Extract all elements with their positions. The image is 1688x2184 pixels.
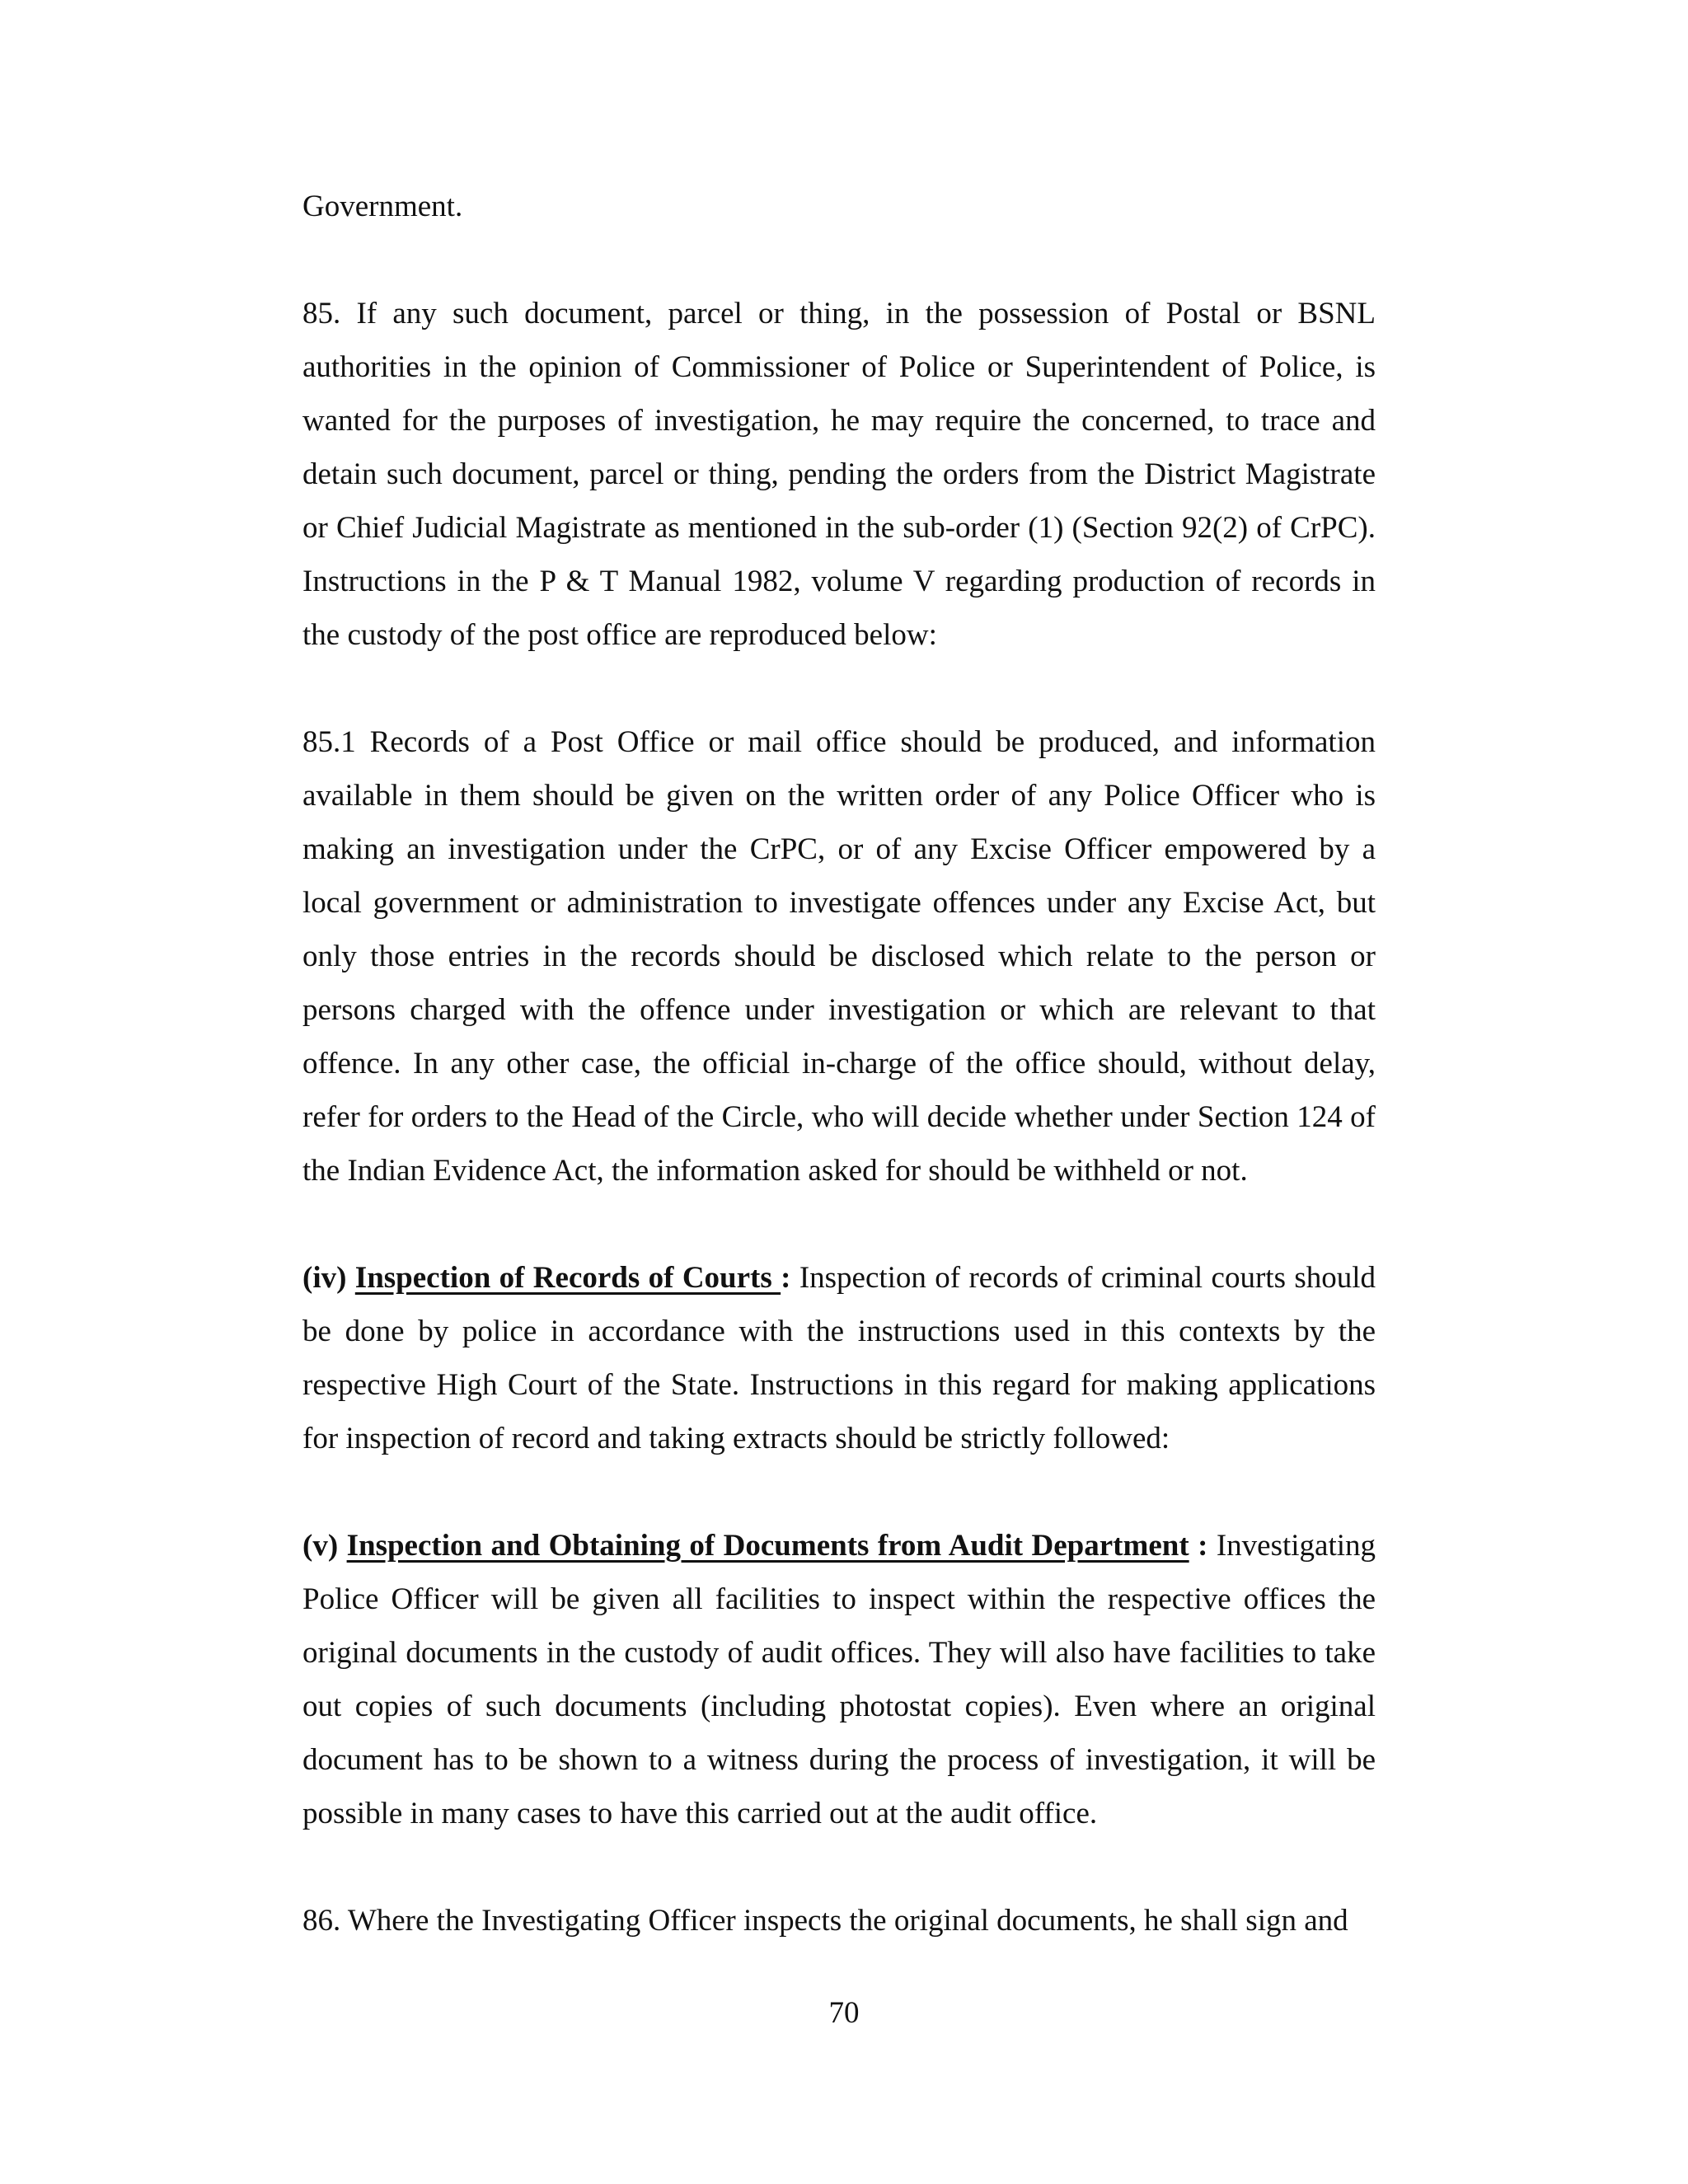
section-iv-paragraph	[302, 1251, 1376, 1465]
section-iv-colon: :	[781, 1261, 791, 1295]
section-iv-text: Inspection of records of criminal courts should be done by police in accordance with the instructions used in this contexts by the respective High Court of the State. Instructions in this regard for making applications for inspection of record and taking extracts should be strictly followed:	[302, 1261, 1376, 1455]
paragraph-85-1: 85.1 Records of a Post Office or mail office should be produced, and information available in them should be given on the written order of any Police Officer who is making an investigation under the CrPC, or of any Excise Officer empowered by a local government or administration to investigate offences under any Excise Act, but only those entries in the records should be disclosed which relate to the person or persons charged with the offence under investigation or which are relevant to that offence. In any other case, the official in-charge of the office should, without delay, refer for orders to the Head of the Circle, who will decide whether under Section 124 of the Indian Evidence Act, the information asked for should be withheld or not.	[302, 725, 1376, 1188]
continuation-text: Government.	[302, 190, 463, 223]
paragraph-86: 86. Where the Investigating Officer inspects the original documents, he shall sign and	[302, 1904, 1348, 1938]
page-number: 70	[828, 1996, 860, 2030]
section-v-number: (v)	[302, 1529, 339, 1563]
section-v-paragraph	[302, 1519, 1376, 1840]
section-v-heading: Inspection and Obtaining of Documents from Audit Department	[346, 1529, 1189, 1563]
document-body	[302, 180, 1376, 1947]
section-iv-number: (iv)	[302, 1261, 347, 1295]
paragraph-85: 85. If any such document, parcel or thing, in the possession of Postal or BSNL authorities in the opinion of Commissioner of Police or Superintendent of Police, is wanted for the purposes of investigation, he may require the concerned, to trace and detain such document, parcel or thing, pending the orders from the District Magistrate or Chief Judicial Magistrate as mentioned in the sub-order (1) (Section 92(2) of CrPC). Instructions in the P & T Manual 1982, volume V regarding production of records in the custody of the post office are reproduced below:	[302, 297, 1376, 652]
section-v-colon: :	[1198, 1529, 1208, 1563]
section-iv-heading: Inspection of Records of Courts	[354, 1261, 781, 1295]
section-v-text: Investigating Police Officer will be given all facilities to inspect within the respective offices the original documents in the custody of audit offices. They will also have facilities to take out copies of such documents (including photostat copies). Even where an original document has to be shown to a witness during the process of investigation, it will be possible in many cases to have this carried out at the audit office.	[302, 1529, 1376, 1830]
